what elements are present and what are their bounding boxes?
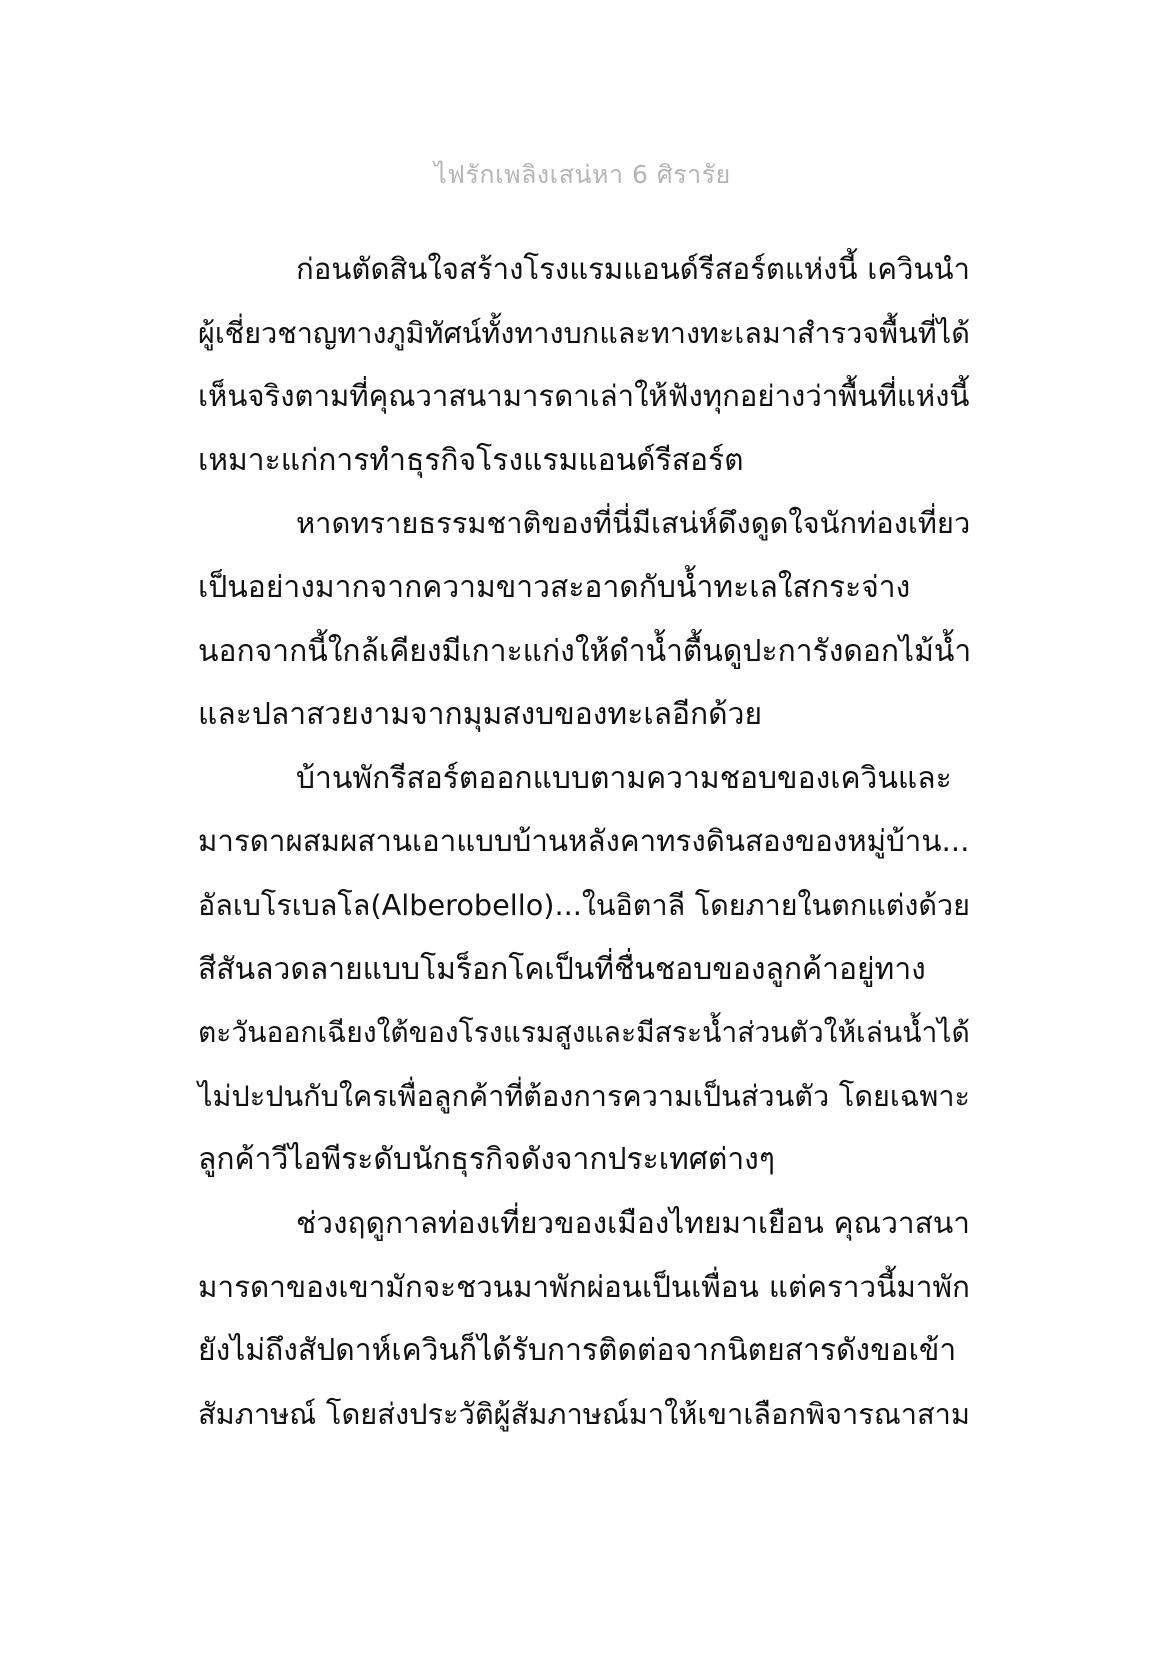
text-line: และปลาสวยงามจากมุมสงบของทะเลอีกด้วย (198, 697, 763, 733)
text-line: ตะวันออกเฉียงใต้ของโรงแรมสูงและมีสระน้ำส่วนตัวให้เล่นน้ำได้ (198, 1016, 970, 1050)
text-line: สัมภาษณ์ โดยส่งประวัติผู้สัมภาษณ์มาให้เขาเลือกพิจารณาสาม (198, 1396, 970, 1431)
text-line: ไม่ปะปนกับใครเพื่อลูกค้าที่ต้องการความเป็นส่วนตัว โดยเฉพาะ (198, 1078, 970, 1113)
body-text (198, 238, 970, 1446)
paragraph (198, 492, 970, 746)
text-line: ก่อนตัดสินใจสร้างโรงแรมแอนด์รีสอร์ตแห่งนี้ เควินนำ (296, 252, 970, 286)
text-line: เป็นอย่างมากจากความขาวสะอาดกับน้ำทะเลใสกระจ่าง (198, 569, 911, 605)
text-line: บ้านพักรีสอร์ตออกแบบตามความชอบของเควินและ (296, 760, 952, 796)
text-line: เหมาะแก่การทำธุรกิจโรงแรมแอนด์รีสอร์ต (198, 442, 744, 478)
text-line: ผู้เชี่ยวชาญทางภูมิทัศน์ทั้งทางบกและทางทะเลมาสำรวจพื้นที่ได้ (198, 315, 970, 350)
paragraph (198, 747, 970, 1192)
text-line: เห็นจริงตามที่คุณวาสนามารดาเล่าให้ฟังทุกอย่างว่าพื้นที่แห่งนี้ (198, 379, 970, 414)
text-line: ยังไม่ถึงสัปดาห์เควินก็ได้รับการติดต่อจากนิตยสารดังขอเข้า (198, 1333, 957, 1369)
text-line: ลูกค้าวีไอพีระดับนักธุรกิจดังจากประเทศต่างๆ (198, 1142, 775, 1178)
text-line: อัลเบโรเบลโล(Alberobello)...ในอิตาลี โดยภายในตกแต่งด้วย (198, 887, 970, 922)
running-header: ไฟรักเพลิงเสน่หา 6 ศิรารัย (434, 160, 731, 189)
text-line: มารดาผสมผสานเอาแบบบ้านหลังคาทรงดินสองของหมู่บ้าน... (198, 824, 970, 859)
paragraph (198, 1192, 970, 1446)
text-line: ช่วงฤดูกาลท่องเที่ยวของเมืองไทยมาเยือน คุณวาสนา (296, 1205, 970, 1241)
text-line: สีสันลวดลายแบบโมร็อกโคเป็นที่ชื่นชอบของลูกค้าอยู่ทาง (198, 951, 926, 987)
text-line: หาดทรายธรรมชาติของที่นี่มีเสน่ห์ดึงดูดใจนักท่องเที่ยว (296, 506, 971, 541)
text-line: มารดาของเขามักจะชวนมาพักผ่อนเป็นเพื่อน แต่คราวนี้มาพัก (198, 1269, 970, 1304)
paragraph (198, 238, 970, 492)
text-line: นอกจากนี้ใกล้เคียงมีเกาะแก่งให้ดำน้ำตื้นดูปะการังดอกไม้น้ำ (198, 633, 972, 669)
